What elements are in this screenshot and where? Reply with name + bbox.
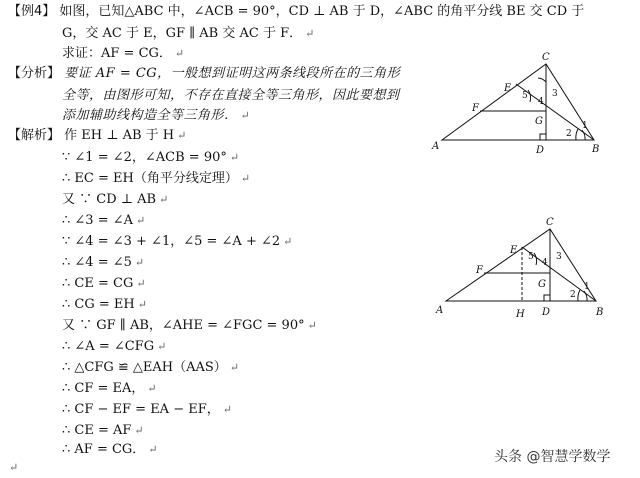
angle-label-1: 1 — [584, 282, 590, 292]
point-label-b: B — [596, 307, 604, 318]
paragraph-mark: ↵ — [134, 256, 145, 269]
point-label-b: B — [592, 144, 600, 155]
analysis-line-2 — [62, 88, 400, 104]
analysis-line-3 — [62, 108, 250, 124]
solution-line-1 — [62, 150, 239, 166]
paragraph-mark: ↵ — [222, 403, 232, 416]
angle-arc-2 — [576, 129, 578, 140]
solution-line-4 — [62, 213, 145, 229]
paragraph-mark: ↵ — [137, 298, 147, 311]
angle-arc-3 — [538, 78, 546, 82]
paragraph-mark: ↵ — [305, 27, 315, 40]
paragraph-mark: ↵ — [229, 151, 240, 164]
solution-line-15 — [62, 442, 158, 458]
point-label-g: G — [538, 279, 546, 290]
point-label-f: F — [476, 265, 483, 276]
solution-step: 作 EH ⊥ AB 于 H — [64, 128, 175, 143]
solution-step: ∴ CF = EA， — [62, 381, 145, 396]
paragraph-mark: ↵ — [240, 109, 251, 122]
point-label-h: H — [516, 309, 525, 320]
paragraph-mark: ↵ — [157, 340, 167, 353]
angle-arc-5 — [528, 90, 531, 102]
problem-line-2 — [62, 26, 314, 42]
paragraph-mark: ↵ — [134, 424, 144, 437]
geometry-figure-1 — [430, 50, 620, 160]
angle-label-2: 2 — [566, 129, 572, 139]
solution-line-5 — [62, 234, 292, 250]
angle-arc-2 — [578, 290, 580, 301]
paragraph-mark: ↵ — [148, 443, 158, 456]
angle-label-5: 5 — [528, 252, 534, 262]
solution-step: ∵ ∠4 = ∠3 + ∠1，∠5 = ∠A + ∠2 — [62, 234, 281, 249]
angle-label-4: 4 — [538, 97, 544, 107]
angle-label-3: 3 — [552, 89, 558, 99]
point-label-f: F — [472, 103, 479, 114]
point-label-c: C — [542, 52, 550, 63]
analysis-text-2: 全等，由图形可知，不存在直接全等三角形，因此要想到 — [62, 88, 400, 103]
solution-line-13 — [62, 402, 232, 418]
point-label-e: E — [510, 245, 518, 256]
paragraph-mark: ↵ — [136, 277, 146, 290]
solution-tag: 【解析】 — [8, 128, 61, 143]
example-tag: 【例4】 — [8, 4, 56, 19]
point-label-d: D — [542, 307, 551, 318]
solution-step: ∴ △CFG ≌ △EAH（AAS） — [62, 360, 227, 375]
right-angle-mark — [540, 134, 546, 140]
paragraph-mark: ↵ — [177, 129, 187, 142]
analysis-line-1 — [8, 66, 400, 82]
point-label-g: G — [535, 116, 543, 127]
solution-step: ∴ CE = AF — [62, 423, 132, 438]
paragraph-mark: ↵ — [159, 193, 169, 206]
solution-step: 又 ∵ GF ∥ AB，∠AHE = ∠FGC = 90° — [62, 318, 305, 333]
point-label-c: C — [546, 217, 554, 228]
angle-label-3: 3 — [556, 252, 562, 262]
right-angle-mark — [544, 295, 550, 301]
solution-step: ∴ EC = EH（角平分线定理） — [62, 171, 238, 186]
solution-line-3 — [62, 192, 168, 208]
solution-step: ∴ ∠3 = ∠A — [62, 213, 134, 228]
angle-label-2: 2 — [570, 290, 576, 300]
solution-step: ∵ ∠1 = ∠2，∠ACB = 90° — [62, 150, 227, 165]
angle-label-5: 5 — [522, 91, 528, 101]
solution-step: ∴ CG = EH — [62, 297, 135, 312]
paragraph-mark-end — [6, 460, 18, 476]
paragraph-mark: ↵ — [283, 235, 293, 248]
solution-line-2 — [62, 171, 250, 187]
paragraph-mark: ↵ — [307, 319, 317, 332]
problem-text-3: 求证：AF = CG． — [62, 46, 172, 61]
solution-line-9 — [62, 318, 317, 334]
paragraph-mark: ↵ — [9, 461, 19, 474]
point-label-d: D — [536, 145, 545, 156]
problem-line-1 — [8, 4, 584, 20]
analysis-text-1: 要证 AF = CG，一般想到证明这两条线段所在的三角形 — [64, 66, 401, 81]
solution-line-6 — [62, 255, 144, 271]
solution-step: 又 ∵ CD ⊥ AB — [62, 192, 157, 207]
solution-step: ∴ AF = CG． — [62, 442, 146, 457]
solution-step: ∴ CE = CG — [62, 276, 134, 291]
geometry-figure-2 — [430, 215, 620, 325]
point-label-e: E — [504, 83, 512, 94]
paragraph-mark: ↵ — [229, 361, 240, 374]
paragraph-mark: ↵ — [136, 214, 146, 227]
solution-line-14 — [62, 423, 144, 439]
solution-line-11 — [62, 360, 239, 376]
point-label-a: A — [436, 305, 444, 316]
problem-text-2: G，交 AC 于 E，GF ∥ AB 交 AC 于 F． — [62, 26, 303, 41]
problem-text-1: 如图，已知△ABC 中，∠ACB = 90°，CD ⊥ AB 于 D，∠ABC 的角平分线 BE 交 CD 于 — [59, 4, 585, 19]
point-label-a: A — [432, 141, 440, 152]
solution-step: ∴ CF − EF = EA − EF， — [62, 402, 220, 417]
paragraph-mark: ↵ — [240, 172, 251, 185]
solution-line-12 — [62, 381, 157, 397]
solution-line-7 — [62, 276, 146, 292]
solution-line-10 — [62, 339, 166, 355]
solution-step: ∴ ∠A = ∠CFG — [62, 339, 155, 354]
angle-label-4: 4 — [542, 258, 548, 268]
paragraph-mark: ↵ — [174, 47, 185, 60]
angle-arc-5 — [534, 253, 537, 265]
angle-label-1: 1 — [582, 121, 588, 131]
watermark-text: 头条 @智慧学数学 — [494, 449, 611, 465]
solution-line-0 — [8, 128, 186, 144]
problem-line-3 — [62, 46, 184, 62]
solution-step: ∴ ∠4 = ∠5 — [62, 255, 132, 270]
solution-line-8 — [62, 297, 147, 313]
analysis-tag: 【分析】 — [8, 66, 61, 81]
analysis-text-3: 添加辅助线构造全等三角形． — [62, 108, 238, 123]
paragraph-mark: ↵ — [147, 382, 157, 395]
